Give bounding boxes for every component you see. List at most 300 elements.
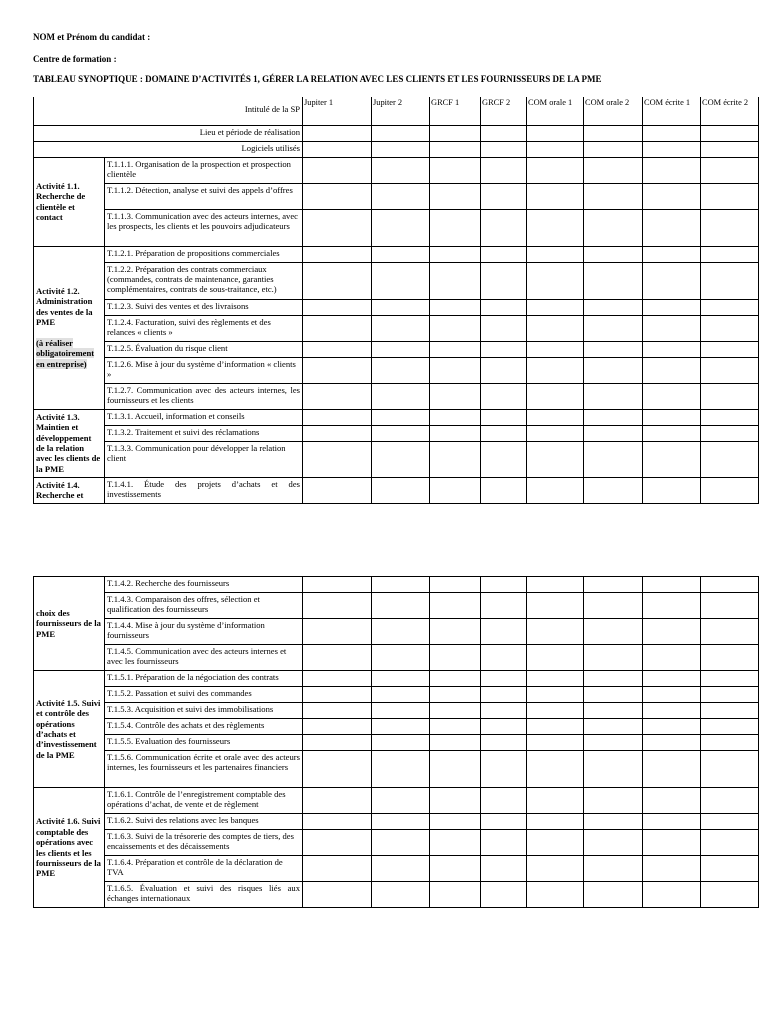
cell-input[interactable] bbox=[372, 357, 430, 383]
cell-input[interactable] bbox=[481, 477, 527, 503]
cell-input[interactable] bbox=[481, 814, 527, 830]
cell-input[interactable] bbox=[701, 671, 759, 687]
col-header: COM orale 1 bbox=[527, 97, 584, 125]
activity-1-6: Activité 1.6. Suivi comptable des opérations avec les clients et les fournisseurs de la PME bbox=[34, 788, 105, 908]
cell-input[interactable] bbox=[584, 341, 643, 357]
cell-input[interactable] bbox=[527, 125, 584, 141]
col-header: COM écrite 2 bbox=[701, 97, 759, 125]
cell-input[interactable] bbox=[527, 719, 584, 735]
cell-input[interactable] bbox=[701, 246, 759, 262]
synoptic-table-part-1 bbox=[33, 97, 759, 504]
cell-input[interactable] bbox=[372, 735, 430, 751]
task-label: T.1.4.5. Communication avec des acteurs internes et avec les fournisseurs bbox=[105, 645, 303, 671]
cell-input[interactable] bbox=[701, 593, 759, 619]
cell-input[interactable] bbox=[303, 315, 372, 341]
cell-input[interactable] bbox=[303, 125, 372, 141]
cell-input[interactable] bbox=[303, 719, 372, 735]
intitule-sp-label: Intitulé de la SP bbox=[34, 97, 303, 125]
cell-input[interactable] bbox=[481, 183, 527, 209]
cell-input[interactable] bbox=[481, 645, 527, 671]
cell-input[interactable] bbox=[584, 703, 643, 719]
cell-input[interactable] bbox=[303, 735, 372, 751]
cell-input[interactable] bbox=[303, 441, 372, 477]
cell-input[interactable] bbox=[643, 619, 701, 645]
cell-input[interactable] bbox=[372, 687, 430, 703]
cell-input[interactable] bbox=[481, 357, 527, 383]
cell-input[interactable] bbox=[303, 671, 372, 687]
cell-input[interactable] bbox=[430, 735, 481, 751]
cell-input[interactable] bbox=[430, 593, 481, 619]
cell-input[interactable] bbox=[372, 619, 430, 645]
cell-input[interactable] bbox=[430, 209, 481, 246]
task-label: T.1.2.6. Mise à jour du système d’information « clients » bbox=[105, 357, 303, 383]
cell-input[interactable] bbox=[481, 882, 527, 908]
cell-input[interactable] bbox=[430, 856, 481, 882]
cell-input[interactable] bbox=[430, 299, 481, 315]
cell-input[interactable] bbox=[701, 830, 759, 856]
cell-input[interactable] bbox=[584, 619, 643, 645]
cell-input[interactable] bbox=[527, 246, 584, 262]
cell-input[interactable] bbox=[481, 125, 527, 141]
cell-input[interactable] bbox=[701, 703, 759, 719]
cell-input[interactable] bbox=[481, 315, 527, 341]
task-label: T.1.1.1. Organisation de la prospection et prospection clientèle bbox=[105, 157, 303, 183]
cell-input[interactable] bbox=[430, 719, 481, 735]
synoptic-table-part-2 bbox=[33, 576, 759, 908]
cell-input[interactable] bbox=[527, 687, 584, 703]
cell-input[interactable] bbox=[584, 645, 643, 671]
cell-input[interactable] bbox=[527, 409, 584, 425]
cell-input[interactable] bbox=[527, 383, 584, 409]
cell-input[interactable] bbox=[643, 645, 701, 671]
cell-input[interactable] bbox=[584, 262, 643, 299]
cell-input[interactable] bbox=[372, 409, 430, 425]
cell-input[interactable] bbox=[584, 687, 643, 703]
cell-input[interactable] bbox=[584, 425, 643, 441]
task-label: T.1.6.5. Évaluation et suivi des risques liés aux échanges internationaux bbox=[105, 882, 303, 908]
cell-input[interactable] bbox=[584, 830, 643, 856]
cell-input[interactable] bbox=[372, 856, 430, 882]
task-label: T.1.6.1. Contrôle de l’enregistrement comptable des opérations d’achat, de vente et de règlement bbox=[105, 788, 303, 814]
cell-input[interactable] bbox=[527, 671, 584, 687]
cell-input[interactable] bbox=[643, 719, 701, 735]
cell-input[interactable] bbox=[584, 788, 643, 814]
cell-input[interactable] bbox=[527, 157, 584, 183]
cell-input[interactable] bbox=[527, 619, 584, 645]
cell-input[interactable] bbox=[481, 341, 527, 357]
cell-input[interactable] bbox=[372, 593, 430, 619]
cell-input[interactable] bbox=[701, 341, 759, 357]
cell-input[interactable] bbox=[372, 425, 430, 441]
cell-input[interactable] bbox=[584, 209, 643, 246]
cell-input[interactable] bbox=[527, 357, 584, 383]
cell-input[interactable] bbox=[372, 157, 430, 183]
cell-input[interactable] bbox=[584, 751, 643, 788]
cell-input[interactable] bbox=[303, 619, 372, 645]
cell-input[interactable] bbox=[481, 619, 527, 645]
activity-1-2 bbox=[34, 246, 105, 409]
task-label: T.1.5.4. Contrôle des achats et des règlements bbox=[105, 719, 303, 735]
cell-input[interactable] bbox=[643, 425, 701, 441]
cell-input[interactable] bbox=[372, 441, 430, 477]
cell-input[interactable] bbox=[303, 751, 372, 788]
cell-input[interactable] bbox=[372, 383, 430, 409]
cell-input[interactable] bbox=[643, 209, 701, 246]
task-label: T.1.3.1. Accueil, information et conseils bbox=[105, 409, 303, 425]
cell-input[interactable] bbox=[430, 141, 481, 157]
cell-input[interactable] bbox=[701, 441, 759, 477]
cell-input[interactable] bbox=[643, 814, 701, 830]
cell-input[interactable] bbox=[303, 814, 372, 830]
cell-input[interactable] bbox=[643, 788, 701, 814]
task-label: T.1.6.4. Préparation et contrôle de la déclaration de TVA bbox=[105, 856, 303, 882]
cell-input[interactable] bbox=[701, 856, 759, 882]
task-label: T.1.2.3. Suivi des ventes et des livraisons bbox=[105, 299, 303, 315]
cell-input[interactable] bbox=[481, 246, 527, 262]
cell-input[interactable] bbox=[701, 882, 759, 908]
cell-input[interactable] bbox=[584, 719, 643, 735]
cell-input[interactable] bbox=[643, 262, 701, 299]
cell-input[interactable] bbox=[701, 477, 759, 503]
cell-input[interactable] bbox=[584, 141, 643, 157]
cell-input[interactable] bbox=[584, 157, 643, 183]
cell-input[interactable] bbox=[303, 357, 372, 383]
cell-input[interactable] bbox=[701, 141, 759, 157]
cell-input[interactable] bbox=[527, 477, 584, 503]
cell-input[interactable] bbox=[701, 157, 759, 183]
cell-input[interactable] bbox=[701, 735, 759, 751]
cell-input[interactable] bbox=[584, 814, 643, 830]
logiciels-label: Logiciels utilisés bbox=[34, 141, 303, 157]
cell-input[interactable] bbox=[481, 687, 527, 703]
cell-input[interactable] bbox=[372, 141, 430, 157]
cell-input[interactable] bbox=[372, 751, 430, 788]
activity-1-2-note: (à réaliser obligatoirement en entreprise) bbox=[36, 337, 95, 369]
cell-input[interactable] bbox=[701, 209, 759, 246]
cell-input[interactable] bbox=[527, 299, 584, 315]
cell-input[interactable] bbox=[372, 882, 430, 908]
cell-input[interactable] bbox=[584, 882, 643, 908]
cell-input[interactable] bbox=[430, 645, 481, 671]
cell-input[interactable] bbox=[430, 246, 481, 262]
cell-input[interactable] bbox=[372, 577, 430, 593]
activity-1-5: Activité 1.5. Suivi et contrôle des opérations d’achats et d’investissement de la PME bbox=[34, 671, 105, 788]
cell-input[interactable] bbox=[303, 645, 372, 671]
cell-input[interactable] bbox=[481, 299, 527, 315]
cell-input[interactable] bbox=[584, 477, 643, 503]
cell-input[interactable] bbox=[430, 341, 481, 357]
cell-input[interactable] bbox=[372, 299, 430, 315]
cell-input[interactable] bbox=[527, 577, 584, 593]
activity-1-2-title: Activité 1.2. Administration des ventes de la PME bbox=[36, 285, 93, 328]
task-label: T.1.2.5. Évaluation du risque client bbox=[105, 341, 303, 357]
cell-input[interactable] bbox=[527, 183, 584, 209]
cell-input[interactable] bbox=[527, 814, 584, 830]
cell-input[interactable] bbox=[372, 246, 430, 262]
cell-input[interactable] bbox=[430, 751, 481, 788]
activity-1-3: Activité 1.3. Maintien et développement de la relation avec les clients de la PME bbox=[34, 409, 105, 477]
cell-input[interactable] bbox=[584, 315, 643, 341]
task-label: T.1.4.3. Comparaison des offres, sélection et qualification des fournisseurs bbox=[105, 593, 303, 619]
cell-input[interactable] bbox=[584, 856, 643, 882]
col-header: GRCF 1 bbox=[430, 97, 481, 125]
cell-input[interactable] bbox=[372, 788, 430, 814]
cell-input[interactable] bbox=[430, 409, 481, 425]
cell-input[interactable] bbox=[372, 830, 430, 856]
cell-input[interactable] bbox=[430, 477, 481, 503]
cell-input[interactable] bbox=[584, 357, 643, 383]
col-header: GRCF 2 bbox=[481, 97, 527, 125]
cell-input[interactable] bbox=[303, 856, 372, 882]
cell-input[interactable] bbox=[643, 183, 701, 209]
cell-input[interactable] bbox=[481, 703, 527, 719]
cell-input[interactable] bbox=[527, 262, 584, 299]
cell-input[interactable] bbox=[643, 830, 701, 856]
cell-input[interactable] bbox=[303, 477, 372, 503]
cell-input[interactable] bbox=[643, 477, 701, 503]
cell-input[interactable] bbox=[701, 125, 759, 141]
cell-input[interactable] bbox=[584, 671, 643, 687]
cell-input[interactable] bbox=[481, 830, 527, 856]
cell-input[interactable] bbox=[372, 262, 430, 299]
col-header: COM orale 2 bbox=[584, 97, 643, 125]
cell-input[interactable] bbox=[527, 751, 584, 788]
task-label: T.1.2.2. Préparation des contrats commerciaux (commandes, contrats de maintenance, garanties complémentaires, contrats de sous-traitance, etc.) bbox=[105, 262, 303, 299]
cell-input[interactable] bbox=[527, 856, 584, 882]
cell-input[interactable] bbox=[430, 262, 481, 299]
task-label: T.1.4.4. Mise à jour du système d’information fournisseurs bbox=[105, 619, 303, 645]
cell-input[interactable] bbox=[372, 183, 430, 209]
task-label: T.1.6.3. Suivi de la trésorerie des comptes de tiers, des encaissements et des décaissements bbox=[105, 830, 303, 856]
cell-input[interactable] bbox=[643, 882, 701, 908]
cell-input[interactable] bbox=[701, 383, 759, 409]
cell-input[interactable] bbox=[481, 383, 527, 409]
cell-input[interactable] bbox=[643, 577, 701, 593]
cell-input[interactable] bbox=[372, 125, 430, 141]
cell-input[interactable] bbox=[481, 577, 527, 593]
cell-input[interactable] bbox=[372, 645, 430, 671]
task-label: T.1.5.6. Communication écrite et orale avec des acteurs internes, les fournisseurs et les partenaires financiers bbox=[105, 751, 303, 788]
cell-input[interactable] bbox=[430, 125, 481, 141]
cell-input[interactable] bbox=[430, 357, 481, 383]
cell-input[interactable] bbox=[527, 593, 584, 619]
cell-input[interactable] bbox=[643, 315, 701, 341]
cell-input[interactable] bbox=[643, 856, 701, 882]
cell-input[interactable] bbox=[430, 830, 481, 856]
cell-input[interactable] bbox=[372, 341, 430, 357]
cell-input[interactable] bbox=[481, 157, 527, 183]
cell-input[interactable] bbox=[701, 183, 759, 209]
col-header: Jupiter 2 bbox=[372, 97, 430, 125]
cell-input[interactable] bbox=[303, 209, 372, 246]
cell-input[interactable] bbox=[430, 619, 481, 645]
cell-input[interactable] bbox=[303, 703, 372, 719]
cell-input[interactable] bbox=[430, 703, 481, 719]
cell-input[interactable] bbox=[303, 141, 372, 157]
cell-input[interactable] bbox=[527, 788, 584, 814]
cell-input[interactable] bbox=[430, 441, 481, 477]
cell-input[interactable] bbox=[643, 141, 701, 157]
cell-input[interactable] bbox=[481, 856, 527, 882]
cell-input[interactable] bbox=[643, 593, 701, 619]
cell-input[interactable] bbox=[430, 814, 481, 830]
cell-input[interactable] bbox=[527, 441, 584, 477]
cell-input[interactable] bbox=[372, 477, 430, 503]
cell-input[interactable] bbox=[643, 735, 701, 751]
cell-input[interactable] bbox=[481, 719, 527, 735]
cell-input[interactable] bbox=[701, 687, 759, 703]
cell-input[interactable] bbox=[430, 157, 481, 183]
col-header: Jupiter 1 bbox=[303, 97, 372, 125]
cell-input[interactable] bbox=[372, 703, 430, 719]
cell-input[interactable] bbox=[372, 671, 430, 687]
lieu-periode-label: Lieu et période de réalisation bbox=[34, 125, 303, 141]
cell-input[interactable] bbox=[643, 341, 701, 357]
cell-input[interactable] bbox=[701, 409, 759, 425]
cell-input[interactable] bbox=[527, 341, 584, 357]
cell-input[interactable] bbox=[643, 409, 701, 425]
cell-input[interactable] bbox=[481, 441, 527, 477]
cell-input[interactable] bbox=[430, 882, 481, 908]
cell-input[interactable] bbox=[584, 183, 643, 209]
candidate-name-label: NOM et Prénom du candidat : bbox=[33, 32, 151, 42]
cell-input[interactable] bbox=[303, 157, 372, 183]
cell-input[interactable] bbox=[701, 262, 759, 299]
cell-input[interactable] bbox=[643, 703, 701, 719]
task-label: T.1.5.2. Passation et suivi des commandes bbox=[105, 687, 303, 703]
task-label: T.1.5.5. Evaluation des fournisseurs bbox=[105, 735, 303, 751]
cell-input[interactable] bbox=[430, 577, 481, 593]
cell-input[interactable] bbox=[527, 425, 584, 441]
cell-input[interactable] bbox=[481, 425, 527, 441]
task-label: T.1.3.3. Communication pour développer la relation client bbox=[105, 441, 303, 477]
cell-input[interactable] bbox=[303, 299, 372, 315]
task-label: T.1.4.2. Recherche des fournisseurs bbox=[105, 577, 303, 593]
cell-input[interactable] bbox=[643, 299, 701, 315]
cell-input[interactable] bbox=[430, 383, 481, 409]
activity-1-4-continued: choix des fournisseurs de la PME bbox=[34, 577, 105, 671]
cell-input[interactable] bbox=[303, 425, 372, 441]
cell-input[interactable] bbox=[372, 315, 430, 341]
cell-input[interactable] bbox=[430, 315, 481, 341]
cell-input[interactable] bbox=[372, 814, 430, 830]
cell-input[interactable] bbox=[584, 441, 643, 477]
activity-1-4: Activité 1.4. Recherche et bbox=[34, 477, 105, 503]
cell-input[interactable] bbox=[701, 788, 759, 814]
cell-input[interactable] bbox=[430, 671, 481, 687]
cell-input[interactable] bbox=[584, 383, 643, 409]
task-label: T.1.3.2. Traitement et suivi des réclamations bbox=[105, 425, 303, 441]
cell-input[interactable] bbox=[584, 125, 643, 141]
cell-input[interactable] bbox=[643, 246, 701, 262]
task-label: T.1.2.4. Facturation, suivi des règlements et des relances « clients » bbox=[105, 315, 303, 341]
cell-input[interactable] bbox=[527, 703, 584, 719]
task-label: T.1.1.3. Communication avec des acteurs internes, avec les prospects, les clients et les pouvoirs adjudicateurs bbox=[105, 209, 303, 246]
cell-input[interactable] bbox=[303, 383, 372, 409]
cell-input[interactable] bbox=[527, 141, 584, 157]
cell-input[interactable] bbox=[430, 425, 481, 441]
cell-input[interactable] bbox=[701, 299, 759, 315]
cell-input[interactable] bbox=[303, 830, 372, 856]
cell-input[interactable] bbox=[303, 246, 372, 262]
activity-1-1: Activité 1.1. Recherche de clientèle et contact bbox=[34, 157, 105, 246]
task-label: T.1.6.2. Suivi des relations avec les banques bbox=[105, 814, 303, 830]
cell-input[interactable] bbox=[584, 246, 643, 262]
cell-input[interactable] bbox=[527, 735, 584, 751]
cell-input[interactable] bbox=[584, 577, 643, 593]
cell-input[interactable] bbox=[643, 357, 701, 383]
cell-input[interactable] bbox=[303, 183, 372, 209]
cell-input[interactable] bbox=[430, 183, 481, 209]
cell-input[interactable] bbox=[303, 409, 372, 425]
cell-input[interactable] bbox=[701, 719, 759, 735]
cell-input[interactable] bbox=[701, 619, 759, 645]
cell-input[interactable] bbox=[481, 735, 527, 751]
cell-input[interactable] bbox=[643, 125, 701, 141]
cell-input[interactable] bbox=[701, 577, 759, 593]
cell-input[interactable] bbox=[481, 671, 527, 687]
cell-input[interactable] bbox=[303, 882, 372, 908]
task-label: T.1.2.1. Préparation de propositions commerciales bbox=[105, 246, 303, 262]
cell-input[interactable] bbox=[481, 593, 527, 619]
cell-input[interactable] bbox=[303, 687, 372, 703]
cell-input[interactable] bbox=[701, 315, 759, 341]
cell-input[interactable] bbox=[481, 788, 527, 814]
cell-input[interactable] bbox=[430, 788, 481, 814]
task-label: T.1.1.2. Détection, analyse et suivi des appels d’offres bbox=[105, 183, 303, 209]
task-label: T.1.2.7. Communication avec des acteurs internes, les fournisseurs et les clients bbox=[105, 383, 303, 409]
cell-input[interactable] bbox=[643, 157, 701, 183]
cell-input[interactable] bbox=[430, 687, 481, 703]
cell-input[interactable] bbox=[701, 814, 759, 830]
cell-input[interactable] bbox=[584, 593, 643, 619]
cell-input[interactable] bbox=[372, 719, 430, 735]
cell-input[interactable] bbox=[303, 262, 372, 299]
task-label: T.1.4.1. Étude des projets d’achats et des investissements bbox=[105, 477, 303, 503]
document-title: TABLEAU SYNOPTIQUE : DOMAINE D’ACTIVITÉS 1, GÉRER LA RELATION AVEC LES CLIENTS ET LES FOURNISSEURS DE LA PME bbox=[33, 74, 602, 84]
cell-input[interactable] bbox=[584, 409, 643, 425]
cell-input[interactable] bbox=[701, 425, 759, 441]
cell-input[interactable] bbox=[584, 735, 643, 751]
training-center-label: Centre de formation : bbox=[33, 54, 117, 64]
cell-input[interactable] bbox=[481, 262, 527, 299]
cell-input[interactable] bbox=[527, 209, 584, 246]
cell-input[interactable] bbox=[643, 441, 701, 477]
cell-input[interactable] bbox=[643, 751, 701, 788]
cell-input[interactable] bbox=[643, 671, 701, 687]
cell-input[interactable] bbox=[481, 751, 527, 788]
cell-input[interactable] bbox=[527, 830, 584, 856]
cell-input[interactable] bbox=[481, 141, 527, 157]
cell-input[interactable] bbox=[527, 315, 584, 341]
cell-input[interactable] bbox=[701, 357, 759, 383]
cell-input[interactable] bbox=[584, 299, 643, 315]
cell-input[interactable] bbox=[303, 577, 372, 593]
cell-input[interactable] bbox=[643, 383, 701, 409]
cell-input[interactable] bbox=[527, 645, 584, 671]
cell-input[interactable] bbox=[527, 882, 584, 908]
cell-input[interactable] bbox=[372, 209, 430, 246]
cell-input[interactable] bbox=[481, 209, 527, 246]
cell-input[interactable] bbox=[303, 341, 372, 357]
cell-input[interactable] bbox=[701, 751, 759, 788]
cell-input[interactable] bbox=[481, 409, 527, 425]
task-label: T.1.5.1. Préparation de la négociation des contrats bbox=[105, 671, 303, 687]
cell-input[interactable] bbox=[303, 788, 372, 814]
cell-input[interactable] bbox=[643, 687, 701, 703]
cell-input[interactable] bbox=[701, 645, 759, 671]
cell-input[interactable] bbox=[303, 593, 372, 619]
